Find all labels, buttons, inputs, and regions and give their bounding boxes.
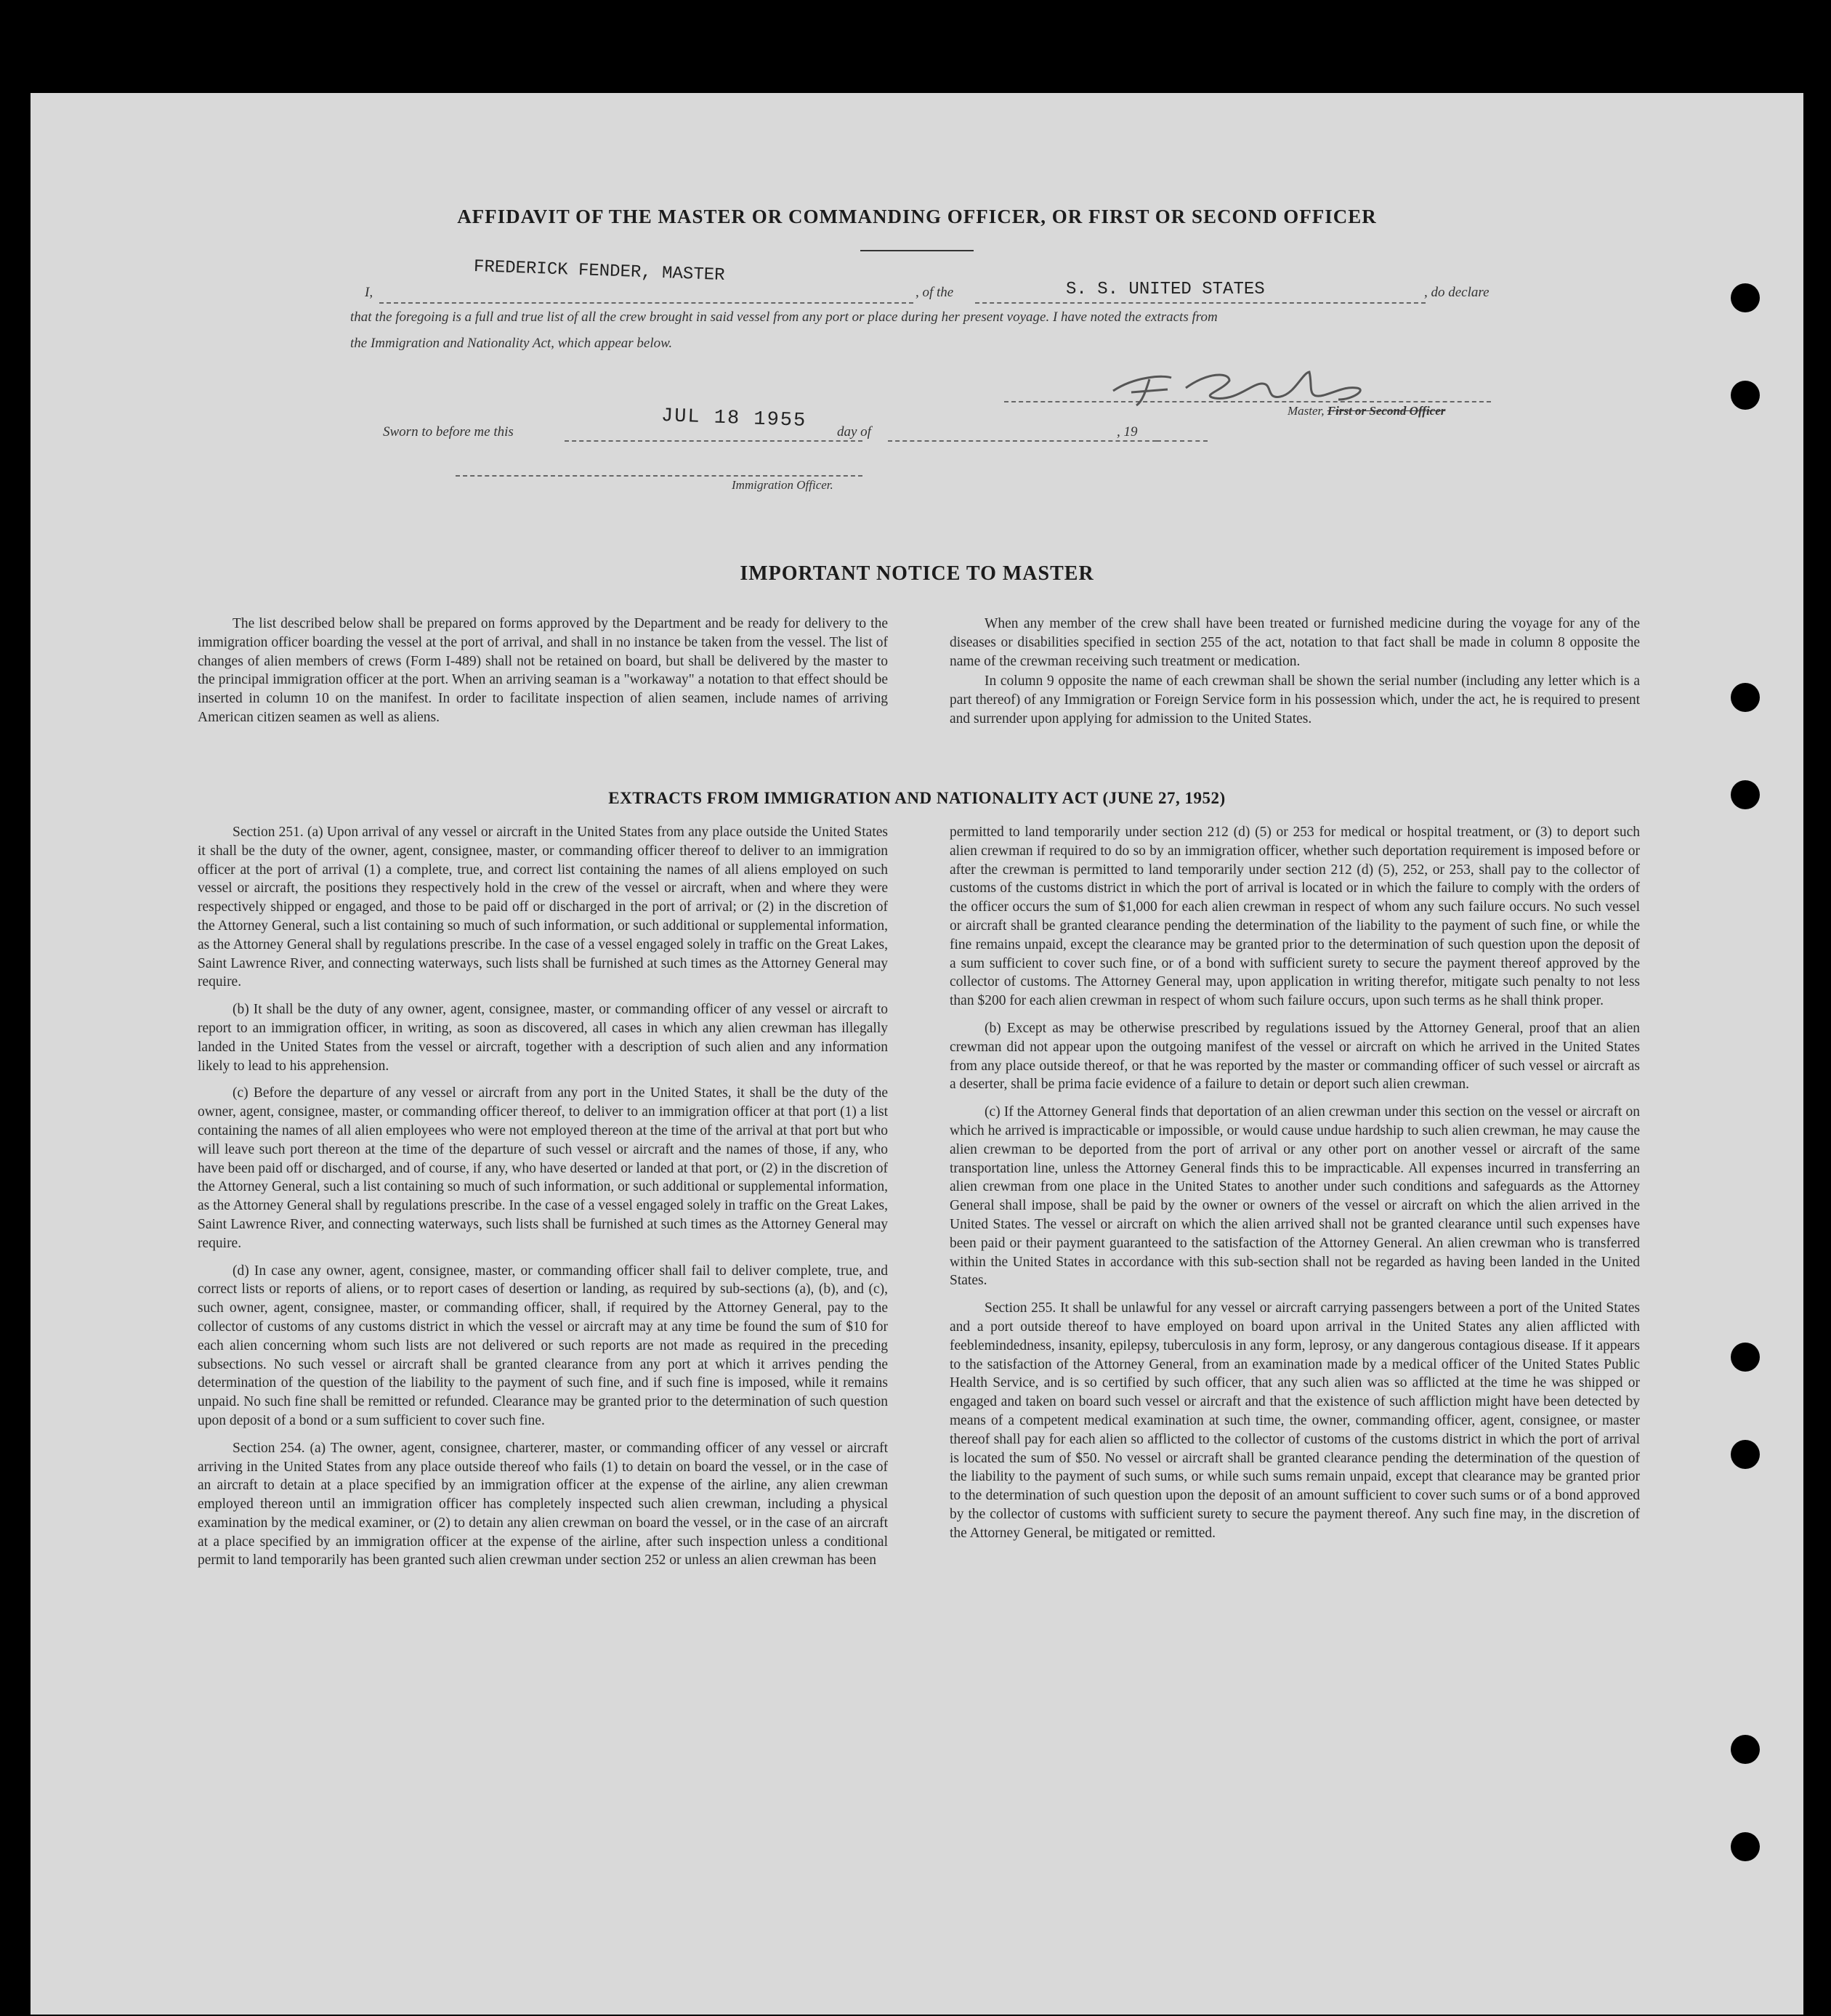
punch-hole xyxy=(1731,1343,1760,1372)
extracts-right-column xyxy=(950,823,1640,1551)
i-label: I, xyxy=(365,285,373,300)
notice-title: IMPORTANT NOTICE TO MASTER xyxy=(740,562,1094,585)
act-paragraph: Section 254. (a) The owner, agent, consignee, charterer, master, or commanding officer of any vessel or aircraft arriving in the United States from any place outside thereof who fails (1) to detain on board the vessel, or in the case of an aircraft to detain at a place specified by an immigration officer at the expense of the airline, any alien crewman employed thereon until an immigration officer has completely inspected such alien crewman, including a physical examination by the medical examiner, or (2) to detain any alien crewman on board the vessel, or in the case of an aircraft at a place specified by an immigration officer at the expense of the airline, after such inspection unless a conditional permit to land temporarily has been granted such alien crewman under section 252 or unless an alien crewman has been xyxy=(198,1440,888,1568)
notice-left-column xyxy=(198,615,888,729)
declaration-line-1: that the foregoing is a full and true list of all the crew brought in said vessel from any port or place during her present voyage. I have noted the extracts from xyxy=(350,309,1218,325)
act-paragraph: Section 255. It shall be unlawful for any vessel or aircraft carrying passengers between a port of the United States and a port outside thereof to have employed on board upon arrival in the United States any alien afflicted with feeblemindedness, insanity, epilepsy, tuberculosis in any form, leprosy, or any dangerous contagious disease. If it appears to the satisfaction of the Attorney General, from an examination made by a medical officer of the United States Public Health Service, and is so certified by such officer, that any such alien was so afflicted at the time he was shipped or engaged and taken on board such vessel or aircraft and that the existence of such affliction might have been detected by means of a competent medical examination at such time, the owner, commanding officer, agent, consignee, or master thereof shall pay for each alien so afflicted to the collector of customs of the customs district in which the port of arrival is located the sum of $50. No vessel or aircraft shall be granted clearance pending the determination of the question of the liability to the payment of such sums, or while such sums remain unpaid, except that clearance may be granted prior to the determination of such question upon the deposit of an amount sufficient to cover such sums or of a bond approved by the collector of customs with sufficient surety to secure the payment thereof. Any such fine may, in the discretion of the Attorney General, be mitigated or remitted. xyxy=(950,1300,1640,1541)
sworn-date-stamp[interactable]: JUL 18 1955 xyxy=(660,405,807,432)
officer-signature-line xyxy=(456,475,862,477)
extracts-title: EXTRACTS FROM IMMIGRATION AND NATIONALITY ACT (JUNE 27, 1952) xyxy=(608,789,1226,807)
form-page xyxy=(31,93,1803,2015)
master-caption xyxy=(1288,404,1445,418)
act-paragraph: (c) Before the departure of any vessel or aircraft from any port in the United States, it shall be the duty of the owner, agent, consignee, master, or commanding officer thereof, to deliver to an immigration officer at that port (1) a list containing the names of all alien employees who were not employed thereon at the time of the arrival at that port but who will leave such port thereon at the time of the departure of such vessel or aircraft and the names of those, if any, who have been paid off or discharged, and of course, if any, who have deserted or landed at that port, or (2) in the discretion of the Attorney General, such a list containing so much of such information, or such additional or supplemental information, as the Attorney General shall by regulations prescribe. In the case of a vessel engaged solely in traffic on the Great Lakes, Saint Lawrence River, and connecting waterways, such lists shall be furnished at such times as the Attorney General may require. xyxy=(198,1085,888,1251)
act-paragraph: Section 251. (a) Upon arrival of any vessel or aircraft in the United States from any place outside the United States it shall be the duty of the owner, agent, consignee, master, or commanding officer thereof to deliver to an immigration officer at the port of arrival (1) a complete, true, and correct list containing the names of all aliens employed on such vessel or aircraft, the positions they respectively hold in the crew of the vessel or aircraft, when and where they were respectively shipped or engaged, and those to be paid off or discharged in the port of arrival; or (2) in the discretion of the Attorney General, such a list containing so much of such information, or such additional or supplemental information, as the Attorney General shall by regulations prescribe. In the case of a vessel engaged solely in traffic on the Great Lakes, Saint Lawrence River, and connecting waterways, such lists shall be furnished at such times as the Attorney General may require. xyxy=(198,825,888,990)
act-paragraph: (d) In case any owner, agent, consignee, master, or commanding officer shall fail to deliver complete, true, and correct lists or reports of aliens, or to report cases of desertion or landing, as required by sub-sections (a), (b), and (c), such owner, agent, consignee, master, or commanding officer, shall, if required by the Attorney General, pay to the collector of customs of any customs district in which the vessel or aircraft may at any time be found the sum of $10 for each alien concerning whom such lists are not delivered or such reports are not made as required in the preceding subsections. No such vessel or aircraft shall be granted clearance from any port at which it arrives pending the determination of the question of the liability to the payment of such fine, and if such fine is imposed, while it remains unpaid. No such fine shall be remitted or refunded. Clearance may be granted prior to the determination of such question upon deposit of a bond or a sum sufficient to cover such fine. xyxy=(198,1263,888,1428)
punch-hole xyxy=(1731,683,1760,712)
punch-hole xyxy=(1731,1735,1760,1764)
punch-hole xyxy=(1731,1832,1760,1861)
notice-paragraph: When any member of the crew shall have been treated or furnished medicine during the voyage for any of the diseases or disabilities specified in section 255 of the act, notation to that fact shall be made in column 8 opposite the name of the crewman receiving such treatment or medication. xyxy=(950,616,1640,669)
notice-paragraph: The list described below shall be prepared on forms approved by the Department and be ready for delivery to the immigration officer boarding the vessel at the port of arrival, and shall in no instance be taken from the vessel. The list of changes of alien members of crews (Form I-489) shall not be retained on board, but shall be delivered by the master to the principal immigration officer at the port. When an arriving seaman is a "workaway" a notation to that effect should be inserted in column 10 on the manifest. In order to facilitate inspection of alien seamen, include names of arriving American citizen seamen as well as aliens. xyxy=(198,616,888,725)
officer-caption: Immigration Officer. xyxy=(732,478,833,492)
extracts-left-column xyxy=(198,823,888,1579)
do-declare-label: , do declare xyxy=(1424,285,1490,300)
day-of-label: day of xyxy=(837,424,871,440)
act-paragraph: permitted to land temporarily under section 212 (d) (5) or 253 for medical or hospital treatment, or (3) to deport such alien crewman if required to do so by an immigration officer, whether such deportation requirement is imposed before or after the crewman is permitted to land temporarily under section 212 (d) (5), 252, or 253, shall pay to the collector of customs of the customs district in which the port of arrival is located or in which the failure to comply with the orders of the officer occurs the sum of $1,000 for each alien crewman in respect of whom any such failure occurs. No such vessel or aircraft shall be granted clearance pending the determination of the liability to the payment of such fine, or while the fine remains unpaid, except the clearance may be granted prior to the determination of such question upon the deposit of a sum sufficient to cover such fine, or of a bond with sufficient surety to secure the payment thereof approved by the collector of customs. The Attorney General may, upon application in writing therefor, mitigate such penalty to not less than $200 for each alien crewman in respect of whom such failure occurs, upon such terms as he shall think proper. xyxy=(950,825,1640,1009)
master-name-field[interactable]: FREDERICK FENDER, MASTER xyxy=(473,257,725,286)
punch-hole xyxy=(1731,1440,1760,1469)
vessel-name-field[interactable]: S. S. UNITED STATES xyxy=(1066,280,1265,299)
notice-paragraph: In column 9 opposite the name of each crewman shall be shown the serial number (including any letter which is a part thereof) of any Immigration or Foreign Service form in his possession which, under the act, he is required to present and surrender upon applying for admission to the United States. xyxy=(950,673,1640,726)
punch-hole xyxy=(1731,381,1760,410)
sworn-label: Sworn to before me this xyxy=(383,424,514,440)
year-label: , 19 xyxy=(1117,424,1138,440)
title-divider xyxy=(860,250,974,251)
punch-hole xyxy=(1731,283,1760,312)
act-paragraph: (b) It shall be the duty of any owner, agent, consignee, master, or commanding officer of any vessel or aircraft to report to an immigration officer, in writing, as soon as discovered, all cases in which any alien crewman has illegally landed in the United States from the vessel or aircraft, together with a description of such alien and any information likely to lead to his apprehension. xyxy=(198,1002,888,1074)
affidavit-title: AFFIDAVIT OF THE MASTER OR COMMANDING OFFICER, OR FIRST OR SECOND OFFICER xyxy=(457,206,1377,227)
act-paragraph: (b) Except as may be otherwise prescribed by regulations issued by the Attorney General, proof that an alien crewman did not appear upon the outgoing manifest of the vessel or aircraft on which he arrived in the United States from any place outside thereof, or that he was reported by the master or commanding officer of such vessel or aircraft as a deserter, shall be prima facie evidence of a failure to detain or deport such alien crewman. xyxy=(950,1020,1640,1093)
of-the-label: , of the xyxy=(916,285,954,300)
master-caption-label: Master, xyxy=(1288,404,1325,418)
declaration-line-2: the Immigration and Nationality Act, which appear below. xyxy=(350,336,673,351)
notice-right-column xyxy=(950,615,1640,730)
struck-officer-caption: First or Second Officer xyxy=(1327,404,1446,418)
name-underline xyxy=(379,302,913,304)
sworn-day-underline xyxy=(565,440,862,442)
vessel-underline xyxy=(975,302,1426,304)
sworn-month-underline xyxy=(888,440,1157,442)
act-paragraph: (c) If the Attorney General finds that deportation of an alien crewman under this section on the vessel or aircraft on which he arrived is impracticable or impossible, or would cause undue hardship to such alien crewman, he may cause the alien crewman to be deported from the port of arrival or any other port on another vessel or aircraft of the same transportation line, unless the Attorney General finds this to be impracticable. All expenses incurred in transferring an alien crewman from one place in the United States to another under such conditions and safeguards as the Attorney General shall impose, shall be paid by the owner or owners of the vessel or aircraft on which the alien arrived in the United States. The vessel or aircraft on which the alien arrived shall not be granted clearance until such expenses have been paid or their payment guaranteed to the satisfaction of the Attorney General. An alien crewman who is transferred within the United States in accordance with this sub-section shall not be regarded as having been landed in the United States. xyxy=(950,1104,1640,1289)
sworn-year-underline xyxy=(1157,440,1208,442)
